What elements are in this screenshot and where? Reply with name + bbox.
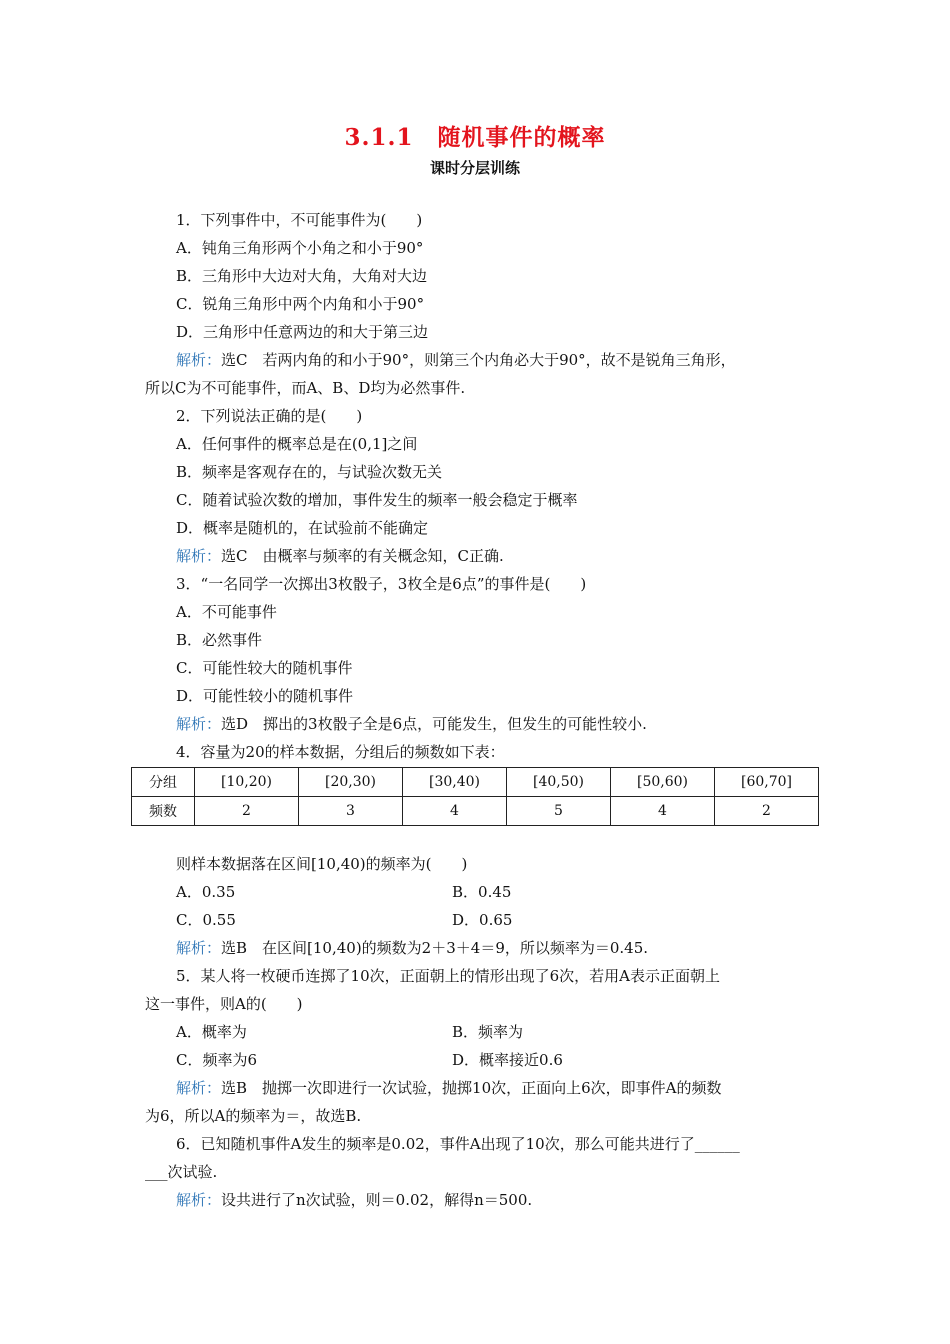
table-cell: [20,30): [299, 768, 403, 797]
q5-analysis-cont: 为6，所以A的频率为＝，故选B.: [145, 1107, 362, 1125]
exercise-content: [145, 206, 810, 1214]
q6-stem: 6．已知随机事件A发生的频率是0.02，事件A出现了10次，那么可能共进行了______: [176, 1135, 740, 1153]
q4-option-a: A．0.35: [176, 883, 236, 901]
q4-option-c: C．0.55: [176, 911, 236, 929]
q4-options-row-1: [145, 878, 810, 906]
q1-option-c: C．锐角三角形中两个内角和小于90°: [176, 295, 425, 313]
table-cell: [40,50): [507, 768, 611, 797]
q4-analysis-text: 选B 在区间[10,40)的频数为2＋3＋4＝9，所以频率为＝0.45.: [221, 939, 649, 957]
q5-options-row-1: [145, 1018, 810, 1046]
q3-stem: 3．“一名同学一次掷出3枚骰子，3枚全是6点”的事件是( ): [176, 575, 587, 593]
table-cell: [10,20): [195, 768, 299, 797]
q3-option-a: A．不可能事件: [176, 603, 277, 621]
q2-analysis-text: 选C 由概率与频率的有关概念知，C正确.: [221, 547, 504, 565]
q5-options-row-2: [145, 1046, 810, 1074]
table-row-counts: [132, 797, 819, 826]
table-cell: [60,70]: [715, 768, 819, 797]
q2-option-b: B．频率是客观存在的，与试验次数无关: [176, 463, 443, 481]
q1-analysis-text: 选C 若两内角的和小于90°，则第三个内角必大于90°，故不是锐角三角形，: [221, 351, 736, 369]
analysis-label: 解析：: [176, 1191, 222, 1209]
frequency-table: [131, 767, 819, 826]
q4-analysis: [145, 934, 810, 962]
q4-options-row-2: [145, 906, 810, 934]
q5-option-c: C．频率为6: [176, 1051, 258, 1069]
q1-stem: 1．下列事件中，不可能事件为( ): [176, 211, 423, 229]
q5-option-a: A．概率为: [176, 1023, 247, 1041]
page-title: 3.1.1 随机事件的概率: [344, 124, 606, 151]
table-cell: 5: [507, 797, 611, 826]
q2-stem: 2．下列说法正确的是( ): [176, 407, 363, 425]
table-cell: 2: [195, 797, 299, 826]
q2-option-a: A．任何事件的概率总是在(0,1]之间: [176, 435, 418, 453]
q3-option-c: C．可能性较大的随机事件: [176, 659, 353, 677]
q6-stem-cont: ___次试验.: [145, 1163, 218, 1181]
q1-analysis-cont: 所以C为不可能事件，而A、B、D均为必然事件.: [145, 379, 466, 397]
q5-analysis-text: 选B 抛掷一次即进行一次试验，抛掷10次，正面向上6次，即事件A的频数: [221, 1079, 722, 1097]
analysis-label: 解析：: [176, 1079, 222, 1097]
table-cell: 4: [403, 797, 507, 826]
table-cell: 3: [299, 797, 403, 826]
q1-option-a: A．钝角三角形两个小角之和小于90°: [176, 239, 424, 257]
q2-option-d: D．概率是随机的，在试验前不能确定: [176, 519, 429, 537]
q5-option-d: D．概率接近0.6: [452, 1051, 563, 1069]
q5-analysis: [145, 1074, 810, 1102]
q3-analysis-text: 选D 掷出的3枚骰子全是6点，可能发生，但发生的可能性较小.: [221, 715, 647, 733]
table-cell: 2: [715, 797, 819, 826]
table-cell: 4: [611, 797, 715, 826]
q1-option-d: D．三角形中任意两边的和大于第三边: [176, 323, 429, 341]
q4-stem: 4．容量为20的样本数据，分组后的频数如下表：: [176, 743, 505, 761]
q4-option-d: D．0.65: [452, 911, 513, 929]
table-header-cell: 频数: [132, 797, 195, 826]
q4-option-b: B．0.45: [452, 883, 512, 901]
q5-option-b: B．频率为: [452, 1023, 524, 1041]
table-row-groups: [132, 768, 819, 797]
table-cell: [50,60): [611, 768, 715, 797]
analysis-label: 解析：: [176, 715, 222, 733]
q3-option-d: D．可能性较小的随机事件: [176, 687, 354, 705]
q2-option-c: C．随着试验次数的增加，事件发生的频率一般会稳定于概率: [176, 491, 578, 509]
q3-option-b: B．必然事件: [176, 631, 263, 649]
q5-stem-cont: 这一事件，则A的( ): [145, 995, 303, 1013]
analysis-label: 解析：: [176, 547, 222, 565]
table-cell: [30,40): [403, 768, 507, 797]
q3-analysis: [145, 710, 810, 738]
q5-stem: 5．某人将一枚硬币连掷了10次，正面朝上的情形出现了6次，若用A表示正面朝上: [176, 967, 721, 985]
q1-analysis: [145, 346, 810, 374]
table-header-cell: 分组: [132, 768, 195, 797]
q2-analysis: [145, 542, 810, 570]
q4-question: 则样本数据落在区间[10,40)的频率为( ): [176, 855, 468, 873]
q1-option-b: B．三角形中大边对大角，大角对大边: [176, 267, 428, 285]
q6-analysis: [145, 1186, 810, 1214]
analysis-label: 解析：: [176, 939, 222, 957]
analysis-label: 解析：: [176, 351, 222, 369]
page-subtitle: 课时分层训练: [429, 159, 520, 177]
q6-analysis-text: 设共进行了n次试验，则＝0.02，解得n＝500.: [221, 1191, 533, 1209]
